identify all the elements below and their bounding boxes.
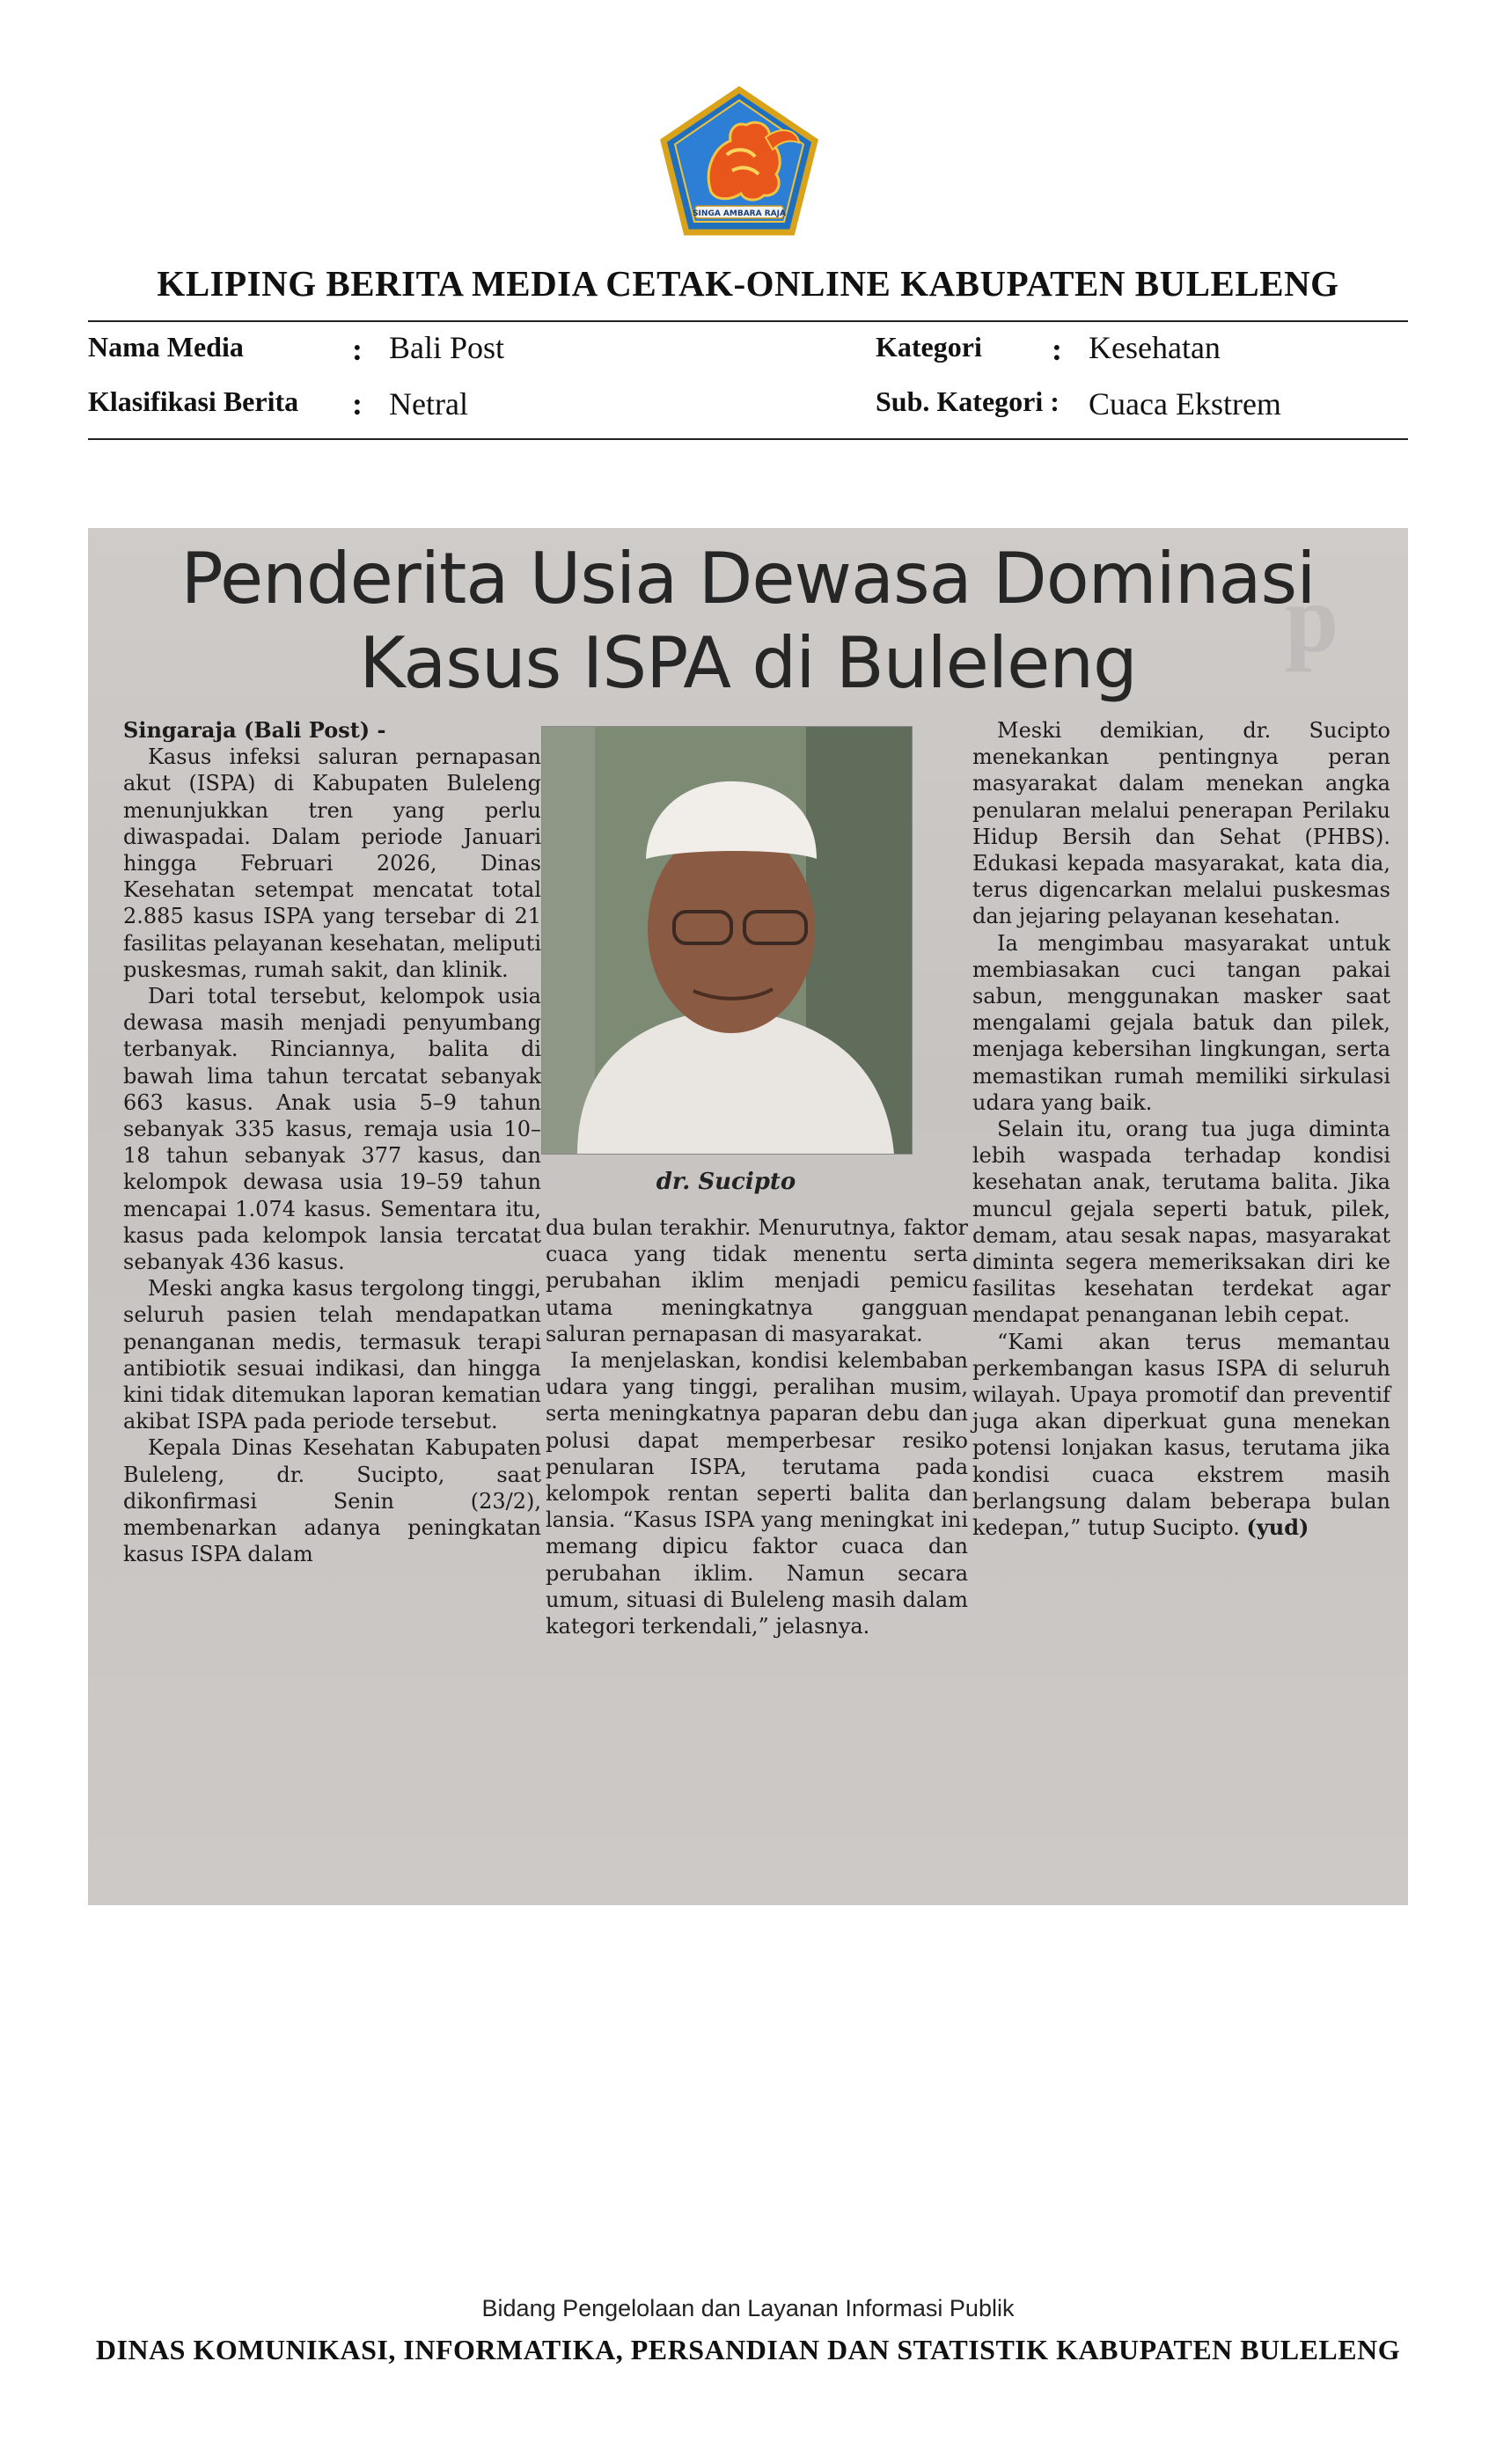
meta-sub-kategori <box>876 384 1404 428</box>
emblem-motto: SINGA AMBARA RAJA <box>693 209 786 218</box>
divider-bottom <box>88 438 1408 440</box>
paragraph: “Kami akan terus memantau perkembangan kasus ISPA di seluruh wilayah. Upaya promotif dan preventif juga akan diperkuat guna menekan potensi lonjakan kasus, terutama jika kondisi cuaca ekstrem masih berlangsung dalam beberapa bulan kedepan,” tutup Sucipto. <box>972 1329 1390 1541</box>
dateline: Singaraja (Bali Post) - <box>123 717 386 743</box>
paragraph: Dari total tersebut, kelompok usia dewasa masih menjadi penyumbang terbanyak. Rinciannya, balita di bawah lima tahun tercatat sebanyak 663 kasus. Anak usia 5–9 tahun sebanyak 335 kasus, remaja usia 10–18 tahun sebanyak 377 kasus, dan kelompok dewasa usia 19–59 tahun mencapai 1.074 kasus. Sementara itu, kasus pada kelompok lansia tercatat sebanyak 436 kasus. <box>123 984 541 1275</box>
paragraph: Selain itu, orang tua juga diminta lebih waspada terhadap kondisi kesehatan anak, terutama balita. Jika muncul gejala seperti batuk, pilek, demam, atau sesak napas, masyarakat diminta segera memeriksakan diri ke fasilitas kesehatan terdekat agar mendapat penanganan lebih cepat. <box>972 1117 1390 1328</box>
photo-caption: dr. Sucipto <box>656 1169 796 1195</box>
paragraph: Ia menjelaskan, kondisi kelembaban udara yang tinggi, peralihan musim, serta meningkatnya paparan debu dan polusi dapat memperbesar resiko penularan ISPA, terutama pada kelompok rentan seperti balita dan lansia. “Kasus ISPA yang meningkat ini memang dipicu faktor cuaca dan perubahan iklim. Namun secara umum, situasi di Buleleng masih dalam kategori terkendali,” jelasnya. <box>546 1348 968 1639</box>
portrait-photo-dr-sucipto <box>541 726 913 1155</box>
sub-kategori-label: Sub. Kategori : <box>876 385 1060 417</box>
colon: : <box>352 332 363 367</box>
article-column-3 <box>972 717 1390 1541</box>
klasifikasi-label: Klasifikasi Berita <box>88 385 299 417</box>
bleed-through-texture: p <box>1285 565 1339 672</box>
paragraph: Meski demikian, dr. Sucipto menekankan pentingnya peran masyarakat dalam menekan angka penularan melalui penerapan Perilaku Hidup Bersih dan Sehat (PHBS). Edukasi kepada masyarakat, kata dia, terus digencarkan melalui puskesmas dan jejaring pelayanan kesehatan. <box>972 718 1390 929</box>
kategori-value: Kesehatan <box>1089 330 1221 365</box>
sub-kategori-value: Cuaca Ekstrem <box>1089 386 1281 422</box>
footer-department: Bidang Pengelolaan dan Layanan Informasi Publik <box>481 2295 1015 2321</box>
headline-line-1: Penderita Usia Dewasa Dominasi <box>180 538 1316 620</box>
meta-nama-media <box>88 329 704 373</box>
paragraph: Kepala Dinas Kesehatan Kabupaten Buleleng, dr. Sucipto, saat dikonfirmasi Senin (23/2), membenarkan adanya peningkatan kasus ISPA dalam <box>123 1435 541 1567</box>
paragraph: Ia mengimbau masyarakat untuk membiasakan cuci tangan pakai sabun, menggunakan masker saat mengalami gejala batuk dan pilek, menjaga kebersihan lingkungan, serta memastikan rumah memiliki sirkulasi udara yang baik. <box>972 930 1390 1115</box>
meta-klasifikasi-berita <box>88 384 704 428</box>
headline-line-2: Kasus ISPA di Buleleng <box>359 622 1137 704</box>
nama-media-value: Bali Post <box>389 330 505 365</box>
footer-agency: DINAS KOMUNIKASI, INFORMATIKA, PERSANDIAN DAN STATISTIK KABUPATEN BULELENG <box>95 2334 1401 2365</box>
article-column-1 <box>123 717 541 1568</box>
colon: : <box>352 386 363 422</box>
meta-kategori <box>876 329 1404 373</box>
article-headline <box>88 537 1408 706</box>
report-title: KLIPING BERITA MEDIA CETAK-ONLINE KABUPATEN BULELENG <box>157 263 1339 304</box>
colon: : <box>1052 332 1062 367</box>
klasifikasi-value: Netral <box>389 386 468 422</box>
article-column-2 <box>546 1214 968 1639</box>
kabupaten-buleleng-emblem-logo <box>660 86 818 236</box>
divider-top <box>88 320 1408 322</box>
paragraph: Meski angka kasus tergolong tinggi, seluruh pasien telah mendapatkan penanganan medis, termasuk terapi antibiotik sesuai indikasi, dan hingga kini tidak ditemukan laporan kematian akibat ISPA pada periode tersebut. <box>123 1276 541 1434</box>
kategori-label: Kategori <box>876 331 982 363</box>
nama-media-label: Nama Media <box>88 331 244 363</box>
paragraph: dua bulan terakhir. Menurutnya, faktor cuaca yang tidak menentu serta perubahan iklim menjadi pemicu utama meningkatnya gangguan saluran pernapasan di masyarakat. <box>546 1215 968 1346</box>
paragraph: Kasus infeksi saluran pernapasan akut (ISPA) di Kabupaten Buleleng menunjukkan tren yang perlu diwaspadai. Dalam periode Januari hingga Februari 2026, Dinas Kesehatan setempat mencatat total 2.885 kasus ISPA yang tersebar di 21 fasilitas pelayanan kesehatan, meliputi puskesmas, rumah sakit, dan klinik. <box>123 744 541 982</box>
newspaper-clipping <box>88 528 1408 1905</box>
byline: (yud) <box>1246 1514 1309 1541</box>
